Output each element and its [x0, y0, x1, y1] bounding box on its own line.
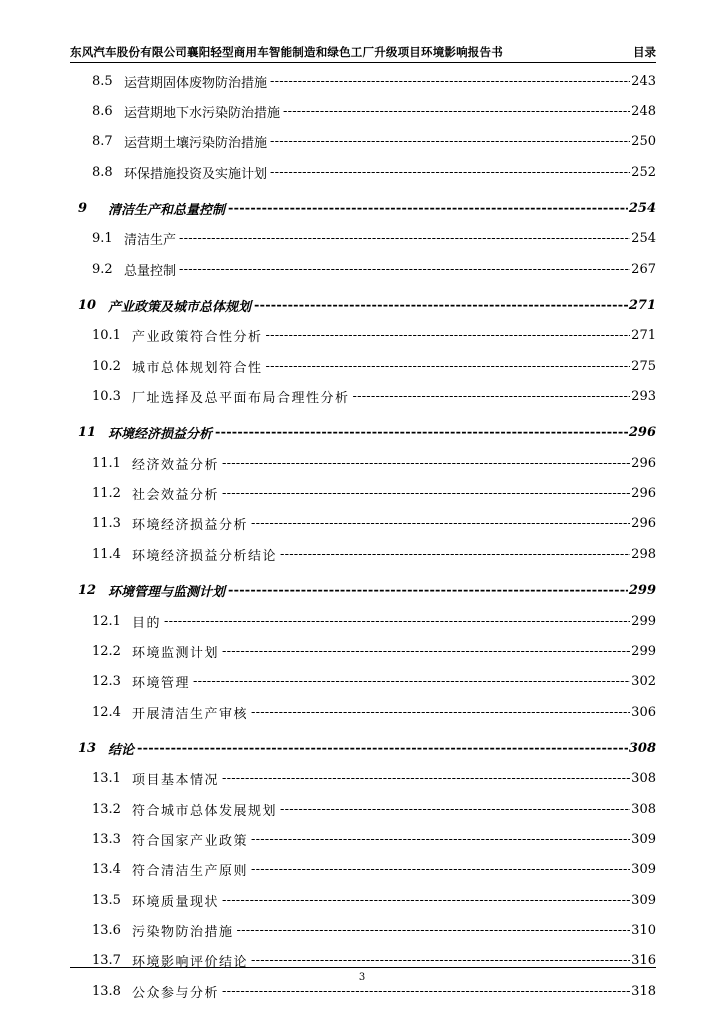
toc-entry-number: 9: [78, 201, 88, 217]
toc-entry-page: 308: [628, 740, 656, 756]
toc-section-entry[interactable]: [78, 351, 656, 381]
toc-dot-leader: [222, 644, 630, 659]
toc-section-entry[interactable]: [78, 606, 656, 636]
toc-entry-number: 13.1: [92, 771, 121, 787]
toc-dot-leader: [283, 104, 630, 119]
toc-section-entry[interactable]: [78, 885, 656, 915]
toc-entry-page: 302: [631, 674, 656, 690]
toc-entry-title: 结论: [108, 742, 135, 758]
toc-entry-title: 环境质量现状: [132, 894, 220, 910]
toc-dot-leader: [251, 862, 630, 877]
toc-section-entry[interactable]: [78, 764, 656, 794]
toc-dot-leader: [137, 741, 628, 756]
toc-entry-number: 8.8: [92, 164, 113, 180]
toc-dot-leader: [237, 923, 631, 938]
toc-entry-page: 299: [631, 643, 656, 659]
toc-section-entry[interactable]: [78, 127, 656, 157]
toc-section-entry[interactable]: [78, 509, 656, 539]
toc-chapter-entry[interactable]: [78, 576, 656, 606]
toc-entry-page: 299: [631, 613, 656, 629]
toc-entry-title: 目的: [132, 615, 162, 631]
toc-entry-number: 10: [78, 298, 97, 314]
toc-entry-title: 产业政策符合性分析: [132, 330, 263, 346]
toc-section-entry[interactable]: [78, 96, 656, 126]
toc-entry-number: 13.7: [92, 953, 121, 969]
toc-entry-page: 296: [631, 455, 656, 471]
toc-chapter-entry[interactable]: [78, 193, 656, 223]
toc-entry-number: 12.1: [92, 613, 121, 629]
toc-entry-title: 符合清洁生产原则: [132, 864, 249, 880]
toc-entry-number: 13.8: [92, 983, 121, 999]
toc-dot-leader: [222, 984, 630, 999]
toc-entry-page: 243: [631, 73, 656, 89]
toc-section-entry[interactable]: [78, 157, 656, 187]
toc-chapter-entry[interactable]: [78, 418, 656, 448]
header-rule: [70, 62, 656, 63]
toc-entry-title: 清洁生产: [124, 233, 177, 249]
toc-section-entry[interactable]: [78, 794, 656, 824]
toc-entry-page: 296: [628, 425, 656, 441]
toc-entry-title: 产业政策及城市总体规划: [108, 300, 252, 316]
toc-entry-number: 10.1: [92, 328, 121, 344]
toc-dot-leader: [179, 231, 630, 246]
toc-entry-number: 8.5: [92, 73, 113, 89]
toc-dot-leader: [251, 705, 630, 720]
toc-entry-number: 8.6: [92, 104, 113, 120]
toc-entry-number: 9.2: [92, 261, 113, 277]
toc-entry-title: 运营期固体废物防治措施: [124, 75, 268, 91]
toc-entry-number: 11.4: [92, 546, 121, 562]
toc-entry-page: 309: [631, 862, 656, 878]
footer-page-number: 3: [358, 972, 366, 983]
toc-entry-number: 11.1: [92, 455, 121, 471]
toc-section-entry[interactable]: [78, 381, 656, 411]
toc-entry-title: 环境经济损益分析: [108, 427, 213, 443]
toc-entry-title: 符合国家产业政策: [132, 833, 249, 849]
toc-entry-number: 12.2: [92, 643, 121, 659]
toc-entry-page: 298: [631, 546, 656, 562]
toc-dot-leader: [266, 359, 631, 374]
toc-entry-number: 13: [78, 740, 97, 756]
toc-dot-leader: [251, 832, 630, 847]
toc-dot-leader: [280, 802, 630, 817]
toc-entry-page: 296: [631, 516, 656, 532]
toc-dot-leader: [270, 165, 630, 180]
toc-chapter-entry[interactable]: [78, 290, 656, 320]
toc-entry-page: 318: [631, 983, 656, 999]
toc-dot-leader: [353, 389, 631, 404]
toc-section-entry[interactable]: [78, 915, 656, 945]
toc-dot-leader: [179, 262, 630, 277]
toc-dot-leader: [251, 516, 630, 531]
toc-entry-title: 环境监测计划: [132, 645, 220, 661]
toc-entry-page: 310: [631, 922, 656, 938]
toc-section-entry[interactable]: [78, 636, 656, 666]
toc-entry-title: 项目基本情况: [132, 773, 220, 789]
toc-entry-title: 运营期地下水污染防治措施: [124, 106, 281, 122]
toc-entry-title: 公众参与分析: [132, 985, 220, 1001]
toc-section-entry[interactable]: [78, 855, 656, 885]
toc-entry-title: 经济效益分析: [132, 457, 220, 473]
header-title: 东风汽车股份有限公司襄阳轻型商用车智能制造和绿色工厂升级项目环境影响报告书: [70, 45, 503, 59]
toc-chapter-entry[interactable]: [78, 733, 656, 763]
toc-entry-page: 293: [631, 389, 656, 405]
toc-entry-title: 环境管理与监测计划: [108, 585, 226, 601]
toc-entry-number: 9.1: [92, 231, 113, 247]
toc-entry-title: 开展清洁生产审核: [132, 706, 249, 722]
toc-dot-leader: [222, 486, 630, 501]
toc-entry-title: 符合城市总体发展规划: [132, 803, 278, 819]
toc-entry-number: 13.3: [92, 831, 121, 847]
toc-entry-title: 环境影响评价结论: [132, 955, 249, 971]
toc-dot-leader: [266, 328, 631, 343]
toc-entry-title: 总量控制: [124, 263, 177, 279]
toc-entry-page: 271: [628, 298, 656, 314]
toc-entry-title: 城市总体规划符合性: [132, 360, 263, 376]
toc-entry-page: 250: [631, 134, 656, 150]
toc-entry-page: 296: [631, 486, 656, 502]
toc-dot-leader: [222, 771, 630, 786]
header-section-label: 目录: [633, 45, 656, 59]
toc-entry-page: 267: [631, 261, 656, 277]
toc-entry-page: 252: [631, 164, 656, 180]
toc-entry-title: 环境管理: [132, 676, 191, 692]
toc-entry-number: 12.3: [92, 674, 121, 690]
toc-section-entry[interactable]: [78, 539, 656, 569]
toc-entry-page: 275: [631, 358, 656, 374]
toc-entry-number: 13.5: [92, 892, 121, 908]
toc-section-entry[interactable]: [78, 478, 656, 508]
toc-section-entry[interactable]: [78, 824, 656, 854]
toc-entry-page: 309: [631, 831, 656, 847]
toc-section-entry[interactable]: [78, 448, 656, 478]
toc-section-entry[interactable]: [78, 697, 656, 727]
toc-entry-title: 环保措施投资及实施计划: [124, 166, 268, 182]
table-of-contents: [78, 66, 656, 1006]
toc-section-entry[interactable]: [78, 254, 656, 284]
toc-section-entry[interactable]: [78, 667, 656, 697]
toc-entry-number: 11.2: [92, 486, 121, 502]
toc-section-entry[interactable]: [78, 66, 656, 96]
toc-entry-page: 309: [631, 892, 656, 908]
toc-dot-leader: [228, 201, 628, 216]
toc-dot-leader: [270, 74, 630, 89]
toc-entry-number: 10.2: [92, 358, 121, 374]
page-header: [70, 40, 656, 64]
toc-entry-page: 308: [631, 771, 656, 787]
toc-dot-leader: [164, 614, 630, 629]
toc-entry-number: 13.2: [92, 801, 121, 817]
toc-entry-number: 11: [78, 425, 97, 441]
toc-entry-page: 308: [631, 801, 656, 817]
toc-section-entry[interactable]: [78, 321, 656, 351]
toc-dot-leader: [215, 425, 628, 440]
toc-entry-page: 248: [631, 104, 656, 120]
toc-section-entry[interactable]: [78, 224, 656, 254]
toc-entry-title: 环境经济损益分析: [132, 518, 249, 534]
toc-entry-title: 污染物防治措施: [132, 924, 234, 940]
toc-entry-page: 271: [631, 328, 656, 344]
toc-entry-page: 254: [628, 201, 656, 217]
toc-entry-page: 316: [631, 953, 656, 969]
toc-dot-leader: [193, 674, 630, 689]
toc-entry-number: 10.3: [92, 389, 121, 405]
toc-entry-title: 环境经济损益分析结论: [132, 548, 278, 564]
toc-entry-number: 11.3: [92, 516, 121, 532]
toc-entry-number: 12.4: [92, 704, 121, 720]
toc-dot-leader: [254, 298, 628, 313]
toc-entry-title: 运营期土壤污染防治措施: [124, 136, 268, 152]
toc-entry-page: 299: [628, 583, 656, 599]
toc-entry-number: 13.4: [92, 862, 121, 878]
toc-dot-leader: [280, 547, 630, 562]
footer-rule: [70, 967, 656, 968]
toc-dot-leader: [228, 583, 628, 598]
toc-entry-title: 厂址选择及总平面布局合理性分析: [132, 391, 350, 407]
toc-dot-leader: [222, 893, 630, 908]
toc-entry-title: 社会效益分析: [132, 488, 220, 504]
toc-entry-page: 306: [631, 704, 656, 720]
toc-entry-number: 8.7: [92, 134, 113, 150]
toc-dot-leader: [270, 134, 630, 149]
toc-dot-leader: [222, 456, 630, 471]
toc-entry-number: 12: [78, 583, 97, 599]
toc-entry-title: 清洁生产和总量控制: [108, 203, 226, 219]
toc-entry-number: 13.6: [92, 922, 121, 938]
toc-entry-page: 254: [631, 231, 656, 247]
